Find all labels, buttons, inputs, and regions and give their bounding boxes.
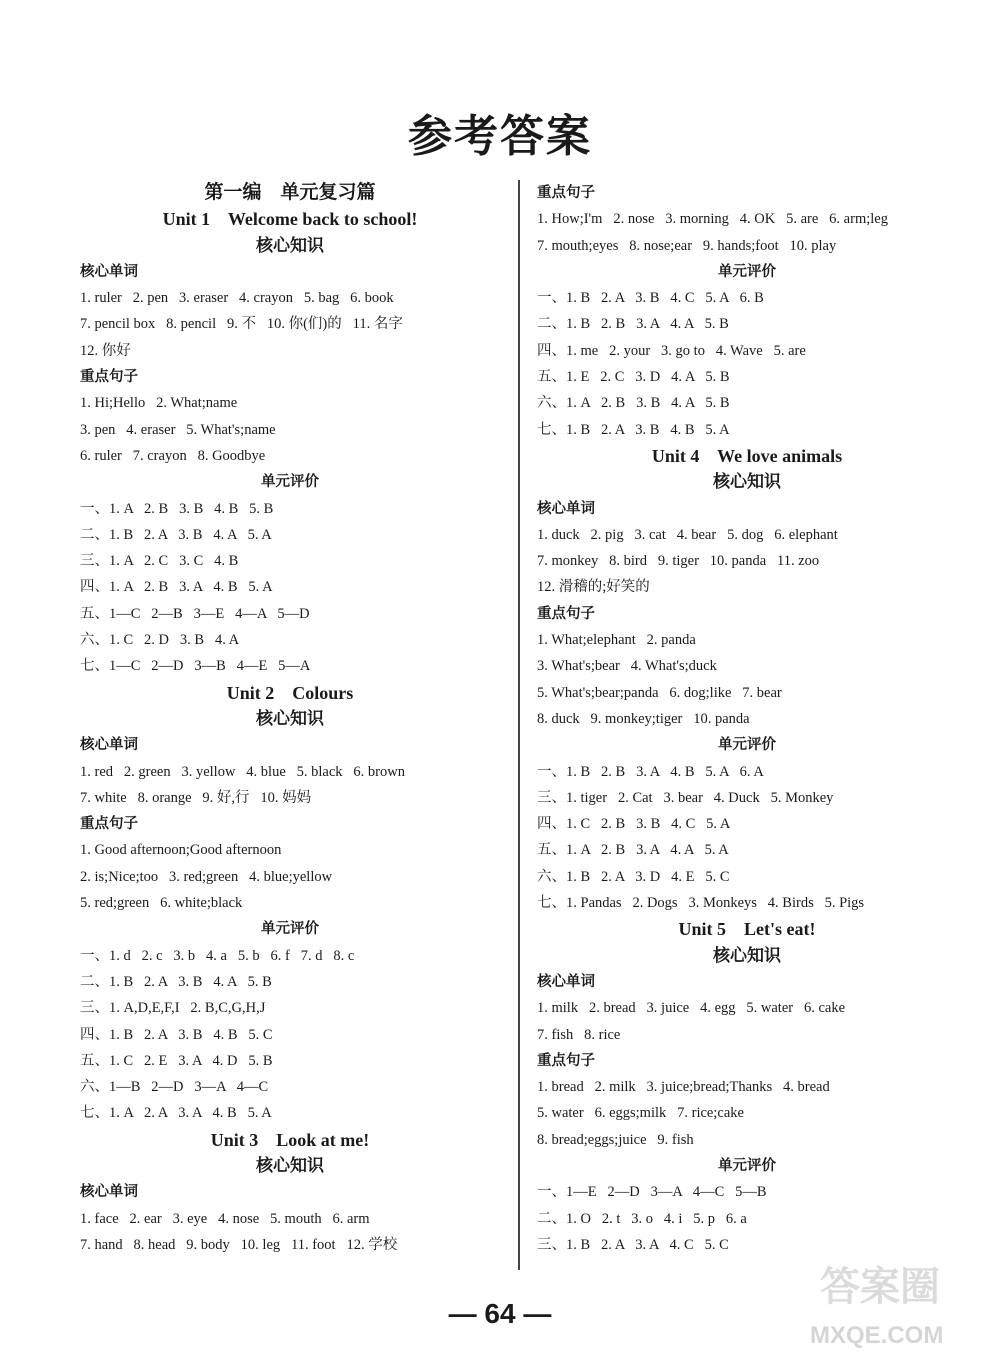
unit-heading: Unit 5 Let's eat! <box>678 919 816 940</box>
answer-line: 一、1. A 2. B 3. B 4. B 5. B <box>80 500 274 517</box>
answer-line: 1. Good afternoon;Good afternoon <box>80 842 282 859</box>
answer-line: 四、1. A 2. B 3. A 4. B 5. A <box>80 579 273 596</box>
answer-line: 六、1. B 2. A 3. D 4. E 5. C <box>537 868 730 885</box>
knowledge-heading: 核心知识 <box>713 945 781 965</box>
answer-line: 7. fish 8. rice <box>537 1026 621 1043</box>
knowledge-heading: 核心知识 <box>256 1155 324 1175</box>
subsection-heading: 重点句子 <box>537 605 595 622</box>
answer-line: 7. pencil box 8. pencil 9. 不 10. 你(们)的 11. 名字 <box>80 316 403 333</box>
answer-line: 1. milk 2. bread 3. juice 4. egg 5. water 6. cake <box>537 1000 846 1017</box>
section-heading: 第一编 单元复习篇 <box>204 182 376 203</box>
answer-line: 五、1. C 2. E 3. A 4. D 5. B <box>80 1052 273 1069</box>
subsection-heading: 单元评价 <box>718 1157 776 1174</box>
subsection-heading: 核心单词 <box>80 1184 138 1201</box>
knowledge-heading: 核心知识 <box>256 235 324 255</box>
answer-line: 1. How;I'm 2. nose 3. morning 4. OK 5. are 6. arm;leg <box>537 211 888 228</box>
answer-line: 六、1. A 2. B 3. B 4. A 5. B <box>537 395 730 412</box>
answer-line: 四、1. me 2. your 3. go to 4. Wave 5. are <box>537 342 806 359</box>
answer-line: 5. What's;bear;panda 6. dog;like 7. bear <box>537 684 782 701</box>
answer-line: 二、1. B 2. B 3. A 4. A 5. B <box>537 316 729 333</box>
right-answer-column <box>537 180 957 1258</box>
answer-line: 二、1. B 2. A 3. B 4. A 5. B <box>80 973 272 990</box>
unit-heading: Unit 2 Colours <box>226 682 354 703</box>
answer-line: 六、1. C 2. D 3. B 4. A <box>80 632 240 649</box>
answer-line: 1. Hi;Hello 2. What;name <box>80 395 238 412</box>
knowledge-heading: 核心知识 <box>256 708 324 728</box>
unit-heading: Unit 1 Welcome back to school! <box>162 209 418 230</box>
answer-line: 2. is;Nice;too 3. red;green 4. blue;yellow <box>80 868 333 885</box>
unit-heading: Unit 4 We love animals <box>651 445 843 466</box>
subsection-heading: 重点句子 <box>537 185 595 201</box>
answer-line: 三、1. tiger 2. Cat 3. bear 4. Duck 5. Monkey <box>537 789 834 806</box>
answer-line: 1. face 2. ear 3. eye 4. nose 5. mouth 6. arm <box>80 1210 370 1227</box>
answer-line: 一、1—E 2—D 3—A 4—C 5—B <box>537 1184 767 1201</box>
subsection-heading: 重点句子 <box>80 369 138 386</box>
answer-line: 七、1. A 2. A 3. A 4. B 5. A <box>80 1105 272 1122</box>
watermark-logo <box>810 1255 980 1350</box>
answer-line: 6. ruler 7. crayon 8. Goodbye <box>80 447 266 464</box>
subsection-heading: 核心单词 <box>537 973 595 990</box>
answer-line: 三、1. A 2. C 3. C 4. B <box>80 553 239 570</box>
page-title: 参考答案 <box>408 112 592 161</box>
answer-line: 七、1—C 2—D 3—B 4—E 5—A <box>80 658 311 675</box>
subsection-heading: 单元评价 <box>261 921 319 938</box>
subsection-heading: 单元评价 <box>718 737 776 754</box>
answer-line: 四、1. C 2. B 3. B 4. C 5. A <box>537 816 731 833</box>
answer-line: 七、1. B 2. A 3. B 4. B 5. A <box>537 421 730 438</box>
answer-line: 3. pen 4. eraser 5. What's;name <box>80 421 276 438</box>
answer-line: 12. 你好 <box>80 342 131 359</box>
answer-line: 六、1—B 2—D 3—A 4—C <box>80 1079 269 1096</box>
unit-heading: Unit 3 Look at me! <box>210 1129 370 1150</box>
knowledge-heading: 核心知识 <box>713 472 781 492</box>
left-answer-column <box>80 180 500 1258</box>
answer-line: 5. red;green 6. white;black <box>80 895 243 912</box>
answer-line: 7. hand 8. head 9. body 10. leg 11. foot 12. 学校 <box>80 1236 398 1253</box>
answer-line: 1. bread 2. milk 3. juice;bread;Thanks 4. bread <box>537 1079 830 1096</box>
column-divider <box>518 180 520 1270</box>
answer-line: 二、1. O 2. t 3. o 4. i 5. p 6. a <box>537 1210 747 1227</box>
answer-line: 二、1. B 2. A 3. B 4. A 5. A <box>80 526 272 543</box>
answer-line: 五、1—C 2—B 3—E 4—A 5—D <box>80 605 310 622</box>
subsection-heading: 核心单词 <box>537 500 595 517</box>
answer-line: 7. white 8. orange 9. 好,行 10. 妈妈 <box>80 789 312 806</box>
answer-line: 五、1. A 2. B 3. A 4. A 5. A <box>537 842 729 859</box>
answer-line: 5. water 6. eggs;milk 7. rice;cake <box>537 1105 744 1122</box>
watermark-top-text: 答案圈 <box>820 1264 940 1309</box>
answer-line: 1. ruler 2. pen 3. eraser 4. crayon 5. bag 6. book <box>80 290 394 307</box>
answer-line: 1. duck 2. pig 3. cat 4. bear 5. dog 6. elephant <box>537 526 838 543</box>
watermark-url-text: MXQE.COM <box>810 1322 944 1349</box>
answer-line: 七、1. Pandas 2. Dogs 3. Monkeys 4. Birds 5. Pigs <box>537 895 865 912</box>
answer-line: 四、1. B 2. A 3. B 4. B 5. C <box>80 1026 273 1043</box>
answer-line: 一、1. d 2. c 3. b 4. a 5. b 6. f 7. d 8. c <box>80 947 355 964</box>
answer-line: 8. duck 9. monkey;tiger 10. panda <box>537 710 750 727</box>
subsection-heading: 核心单词 <box>80 263 138 280</box>
answer-line: 五、1. E 2. C 3. D 4. A 5. B <box>537 369 730 386</box>
answer-line: 1. red 2. green 3. yellow 4. blue 5. black 6. brown <box>80 763 405 780</box>
answer-line: 1. What;elephant 2. panda <box>537 632 696 649</box>
answer-line: 12. 滑稽的;好笑的 <box>537 579 650 596</box>
subsection-heading: 核心单词 <box>80 737 138 754</box>
answer-line: 三、1. A,D,E,F,I 2. B,C,G,H,J <box>80 1000 266 1017</box>
subsection-heading: 重点句子 <box>80 816 138 833</box>
answer-line: 8. bread;eggs;juice 9. fish <box>537 1131 694 1148</box>
answer-line: 三、1. B 2. A 3. A 4. C 5. C <box>537 1236 729 1253</box>
answer-line: 一、1. B 2. B 3. A 4. B 5. A 6. A <box>537 763 764 780</box>
answer-line: 一、1. B 2. A 3. B 4. C 5. A 6. B <box>537 290 764 307</box>
answer-line: 7. monkey 8. bird 9. tiger 10. panda 11. zoo <box>537 553 820 570</box>
subsection-heading: 单元评价 <box>261 474 319 491</box>
subsection-heading: 重点句子 <box>537 1052 595 1069</box>
subsection-heading: 单元评价 <box>718 263 776 280</box>
answer-line: 3. What's;bear 4. What's;duck <box>537 658 717 675</box>
page-number: — 64 — <box>448 1298 552 1329</box>
answer-line: 7. mouth;eyes 8. nose;ear 9. hands;foot 10. play <box>537 237 837 254</box>
